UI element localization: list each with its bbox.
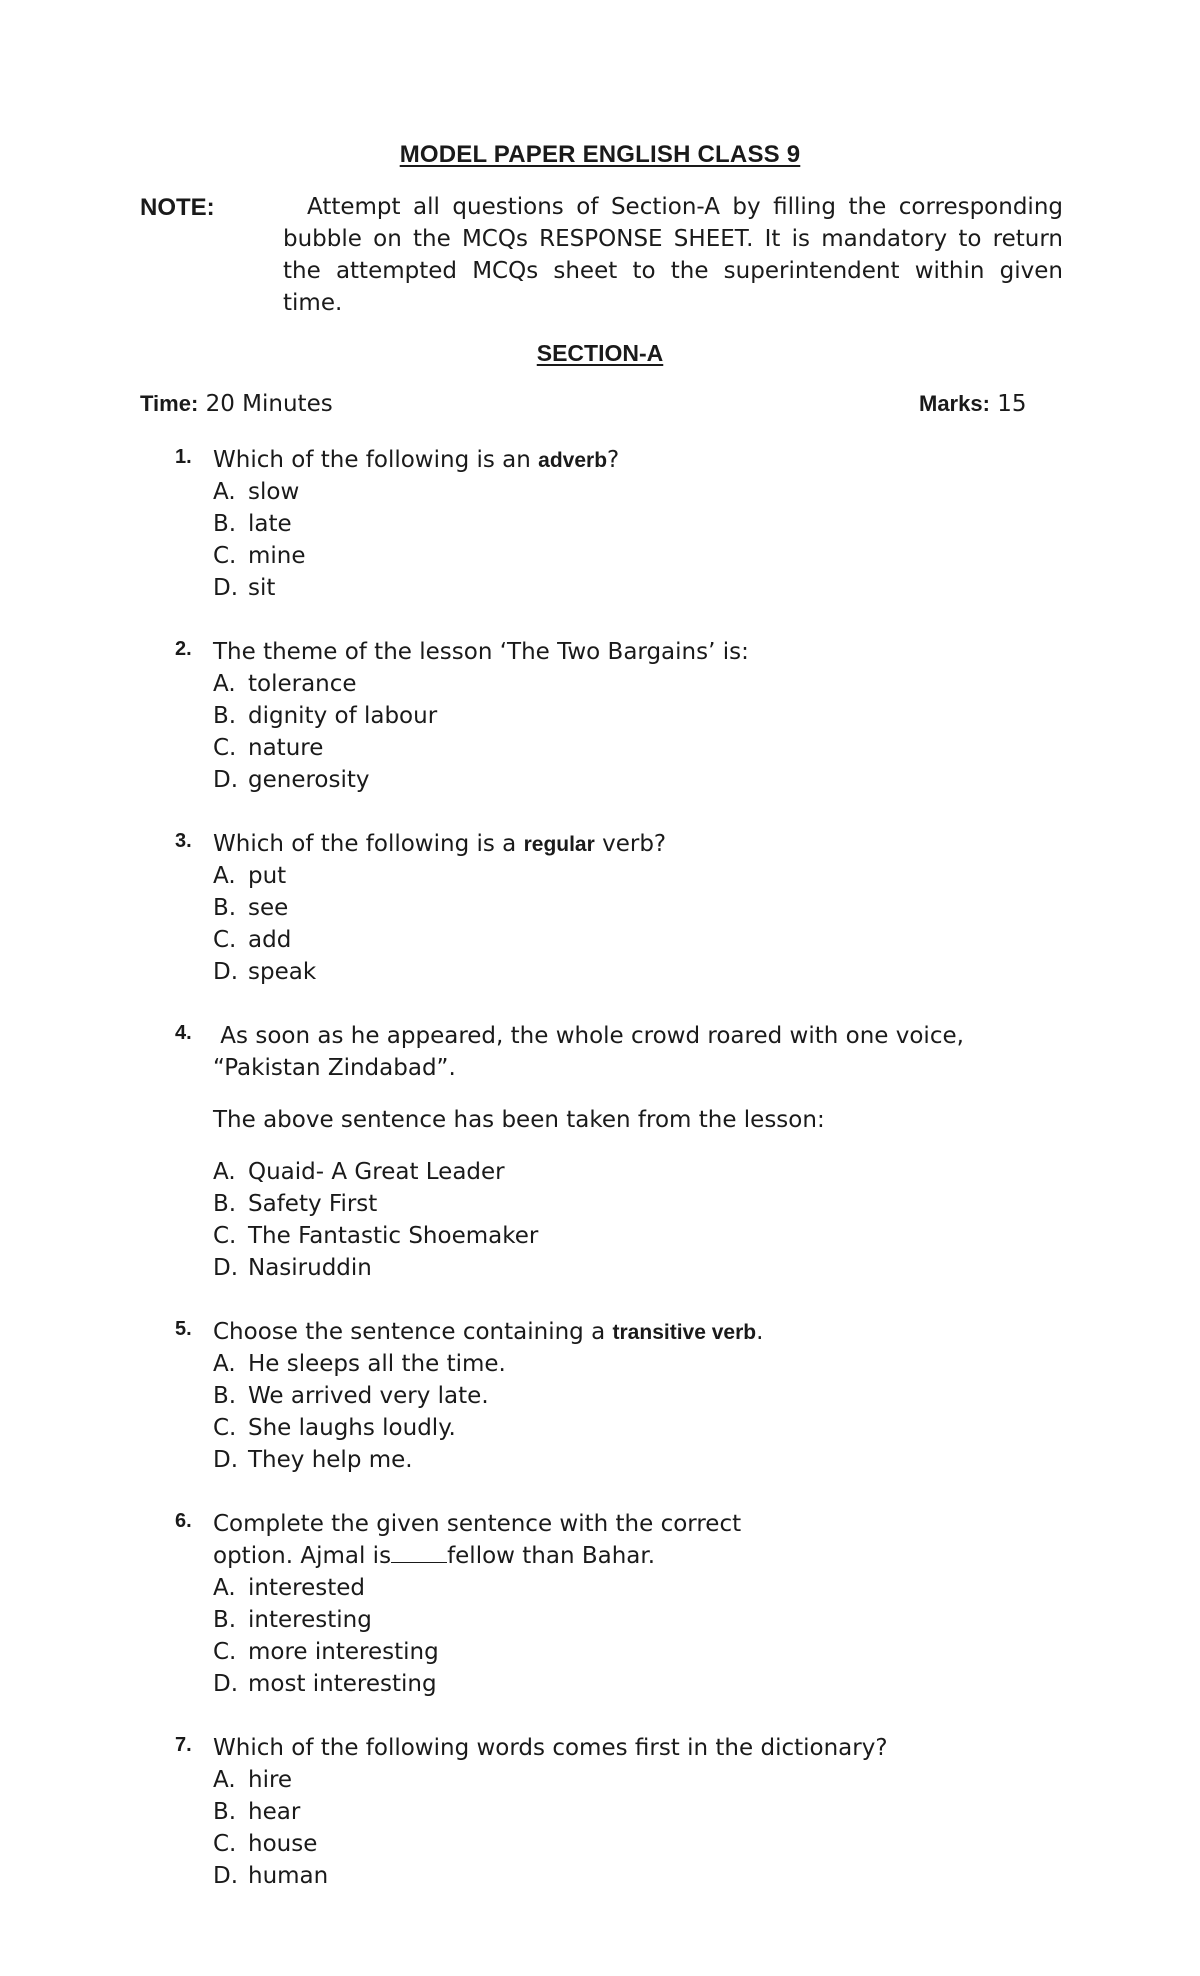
option-letter: D. <box>213 1863 239 1889</box>
question-number: 1. <box>175 446 192 468</box>
option-text: He sleeps all the time. <box>248 1351 506 1377</box>
question-number: 2. <box>175 638 192 660</box>
question-text: Complete the given sentence with the correct <box>213 1511 742 1537</box>
option-b <box>213 1380 506 1412</box>
option-text: most interesting <box>248 1671 437 1697</box>
option-text: interested <box>248 1575 365 1601</box>
option-c <box>213 540 306 572</box>
question-text <box>213 828 1013 861</box>
option-d <box>213 1668 439 1700</box>
option-b <box>213 892 316 924</box>
question-text: As soon as he appeared, the whole crowd roared with one voice, <box>213 1023 964 1049</box>
option-b <box>213 508 306 540</box>
option-list <box>213 668 437 796</box>
paper-title: MODEL PAPER ENGLISH CLASS 9 <box>399 141 801 168</box>
question-number: 7. <box>175 1734 192 1756</box>
option-letter: D. <box>213 1447 239 1473</box>
option-list <box>213 1348 506 1476</box>
option-letter: D. <box>213 959 239 985</box>
option-text: Nasiruddin <box>248 1255 372 1281</box>
note-text: Attempt all questions of Section-A by filling the corresponding bubble on the MCQs RESPONSE SHEET. It is mandatory to return the attempted MCQs sheet to the superintendent within given time. <box>283 194 1063 316</box>
option-text: mine <box>248 543 306 569</box>
question-text <box>213 444 1013 477</box>
question-text: Which of the following words comes first in the dictionary? <box>213 1735 888 1761</box>
option-letter: B. <box>213 1607 237 1633</box>
option-letter: B. <box>213 703 237 729</box>
option-c <box>213 732 437 764</box>
option-text: tolerance <box>248 671 357 697</box>
option-d <box>213 1252 538 1284</box>
option-text: interesting <box>248 1607 372 1633</box>
option-text: They help me. <box>248 1447 413 1473</box>
option-d <box>213 1860 328 1892</box>
option-letter: C. <box>213 1639 237 1665</box>
option-b <box>213 700 437 732</box>
option-a <box>213 668 437 700</box>
option-a <box>213 1572 439 1604</box>
option-text: house <box>248 1831 318 1857</box>
question-quote: “Pakistan Zindabad”. <box>213 1055 456 1081</box>
question-number: 3. <box>175 830 192 852</box>
option-text: She laughs loudly. <box>248 1415 456 1441</box>
option-letter: C. <box>213 735 237 761</box>
option-letter: B. <box>213 1191 237 1217</box>
question-text-part: fellow than Bahar. <box>447 1543 656 1569</box>
question-keyword: adverb <box>538 449 608 472</box>
option-text: add <box>248 927 292 953</box>
option-letter: A. <box>213 863 236 889</box>
question-number: 6. <box>175 1510 192 1532</box>
option-text: Quaid- A Great Leader <box>248 1159 505 1185</box>
option-letter: A. <box>213 1767 236 1793</box>
option-letter: A. <box>213 671 236 697</box>
option-letter: D. <box>213 575 239 601</box>
question-text-part: option. Ajmal is <box>213 1543 392 1569</box>
question-number: 5. <box>175 1318 192 1340</box>
question-text-part: . <box>756 1319 764 1345</box>
question-text-part: verb? <box>594 831 667 857</box>
option-a <box>213 860 316 892</box>
option-letter: A. <box>213 1159 236 1185</box>
time-value: 20 Minutes <box>205 391 333 417</box>
option-text: human <box>248 1863 329 1889</box>
option-list <box>213 1764 328 1892</box>
option-letter: A. <box>213 1575 236 1601</box>
option-text: see <box>248 895 289 921</box>
question-text <box>213 1316 1013 1349</box>
option-letter: B. <box>213 895 237 921</box>
time-label: Time: <box>140 391 199 416</box>
question-text-part: Choose the sentence containing a <box>213 1319 613 1345</box>
option-letter: C. <box>213 543 237 569</box>
option-letter: C. <box>213 1223 237 1249</box>
option-letter: B. <box>213 511 237 537</box>
time-info <box>140 391 333 417</box>
option-text: nature <box>248 735 324 761</box>
question-keyword: regular <box>523 833 595 856</box>
option-letter: C. <box>213 1831 237 1857</box>
marks-info <box>919 391 1027 417</box>
option-a <box>213 1348 506 1380</box>
section-heading: SECTION-A <box>536 340 664 366</box>
option-c <box>213 1636 439 1668</box>
option-a <box>213 1764 328 1796</box>
option-c <box>213 1220 538 1252</box>
option-text: hear <box>248 1799 301 1825</box>
question-prompt: The above sentence has been taken from the lesson: <box>213 1107 825 1133</box>
question-text: The theme of the lesson ‘The Two Bargains’ is: <box>213 639 749 665</box>
option-d <box>213 956 316 988</box>
option-letter: B. <box>213 1383 237 1409</box>
option-list <box>213 1572 439 1700</box>
option-c <box>213 1828 328 1860</box>
option-list <box>213 1156 538 1284</box>
option-letter: A. <box>213 479 236 505</box>
option-letter: C. <box>213 927 237 953</box>
question-keyword: transitive verb <box>612 1321 757 1344</box>
question-sentence <box>213 1540 655 1572</box>
option-text: speak <box>248 959 317 985</box>
question-number: 4. <box>175 1022 192 1044</box>
option-d <box>213 1444 506 1476</box>
option-letter: C. <box>213 1415 237 1441</box>
option-letter: B. <box>213 1799 237 1825</box>
option-text: The Fantastic Shoemaker <box>248 1223 539 1249</box>
option-text: Safety First <box>248 1191 378 1217</box>
option-d <box>213 764 437 796</box>
option-c <box>213 1412 506 1444</box>
option-a <box>213 1156 538 1188</box>
option-letter: A. <box>213 1351 236 1377</box>
option-text: put <box>248 863 287 889</box>
option-text: slow <box>248 479 300 505</box>
option-text: late <box>248 511 292 537</box>
question-text-part: Which of the following is a <box>213 831 524 857</box>
option-b <box>213 1796 328 1828</box>
marks-value: 15 <box>997 391 1027 417</box>
option-c <box>213 924 316 956</box>
option-list <box>213 860 316 988</box>
option-d <box>213 572 306 604</box>
option-list <box>213 476 306 604</box>
note-label: NOTE: <box>140 194 215 221</box>
option-b <box>213 1604 439 1636</box>
marks-label: Marks: <box>919 391 990 416</box>
option-text: more interesting <box>248 1639 439 1665</box>
option-text: sit <box>248 575 276 601</box>
question-text-part: ? <box>607 447 620 473</box>
option-b <box>213 1188 538 1220</box>
question-text-part: Which of the following is an <box>213 447 539 473</box>
option-letter: D. <box>213 1255 239 1281</box>
answer-blank <box>391 1540 447 1563</box>
option-text: dignity of labour <box>248 703 438 729</box>
option-text: hire <box>248 1767 293 1793</box>
option-text: We arrived very late. <box>248 1383 489 1409</box>
option-text: generosity <box>248 767 370 793</box>
option-a <box>213 476 306 508</box>
option-letter: D. <box>213 1671 239 1697</box>
option-letter: D. <box>213 767 239 793</box>
